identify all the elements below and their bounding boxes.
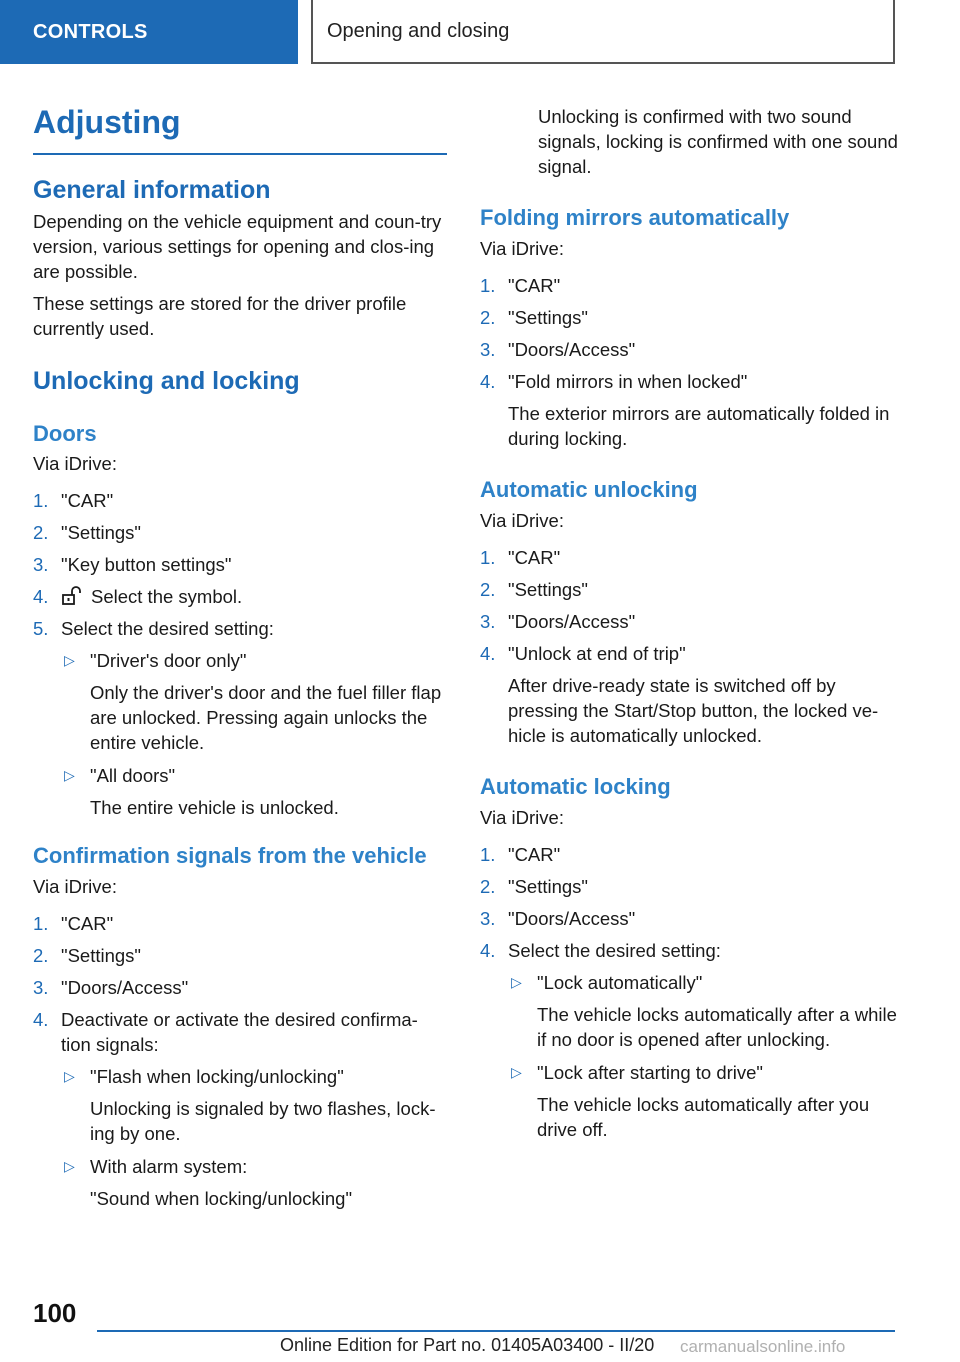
right-column: [480, 104, 900, 1142]
list-item: 2. "Settings": [33, 522, 141, 543]
triangle-right-outline-icon: ▷: [64, 652, 75, 668]
option-item: ▷ With alarm system: "Sound when locking/unlocking": [64, 1156, 353, 1209]
list-item: 2. "Settings": [480, 876, 588, 897]
automatic-unlocking-heading: Automatic unlocking: [480, 477, 698, 502]
list-item: 4. Deactivate or activate the desired confirma‐tion signals: ▷ "Flash when locking/unlocking" Unlocking is signaled by two flashes, lock‐ing by one. ▷ With alarm system: "Sound when locking/unlocking": [33, 1007, 447, 1211]
folding-steps: [480, 273, 900, 451]
confirmation-via: Via iDrive:: [33, 876, 117, 897]
list-item: 1. "CAR": [33, 490, 114, 511]
auto-unlock-steps: [480, 545, 900, 748]
list-item: 4. Select the desired setting: ▷ "Lock automatically" The vehicle locks automatically after a while if no door is opened after unlocking. ▷ "Lock after starting to drive" The vehicle locks automatically after you drive off.: [480, 938, 900, 1142]
list-item: 5. Select the desired setting: ▷ "Driver's door only" Only the driver's door and the fuel filler flap are unlocked. Pressing again unlocks the entire vehicle. ▷ "All doors" The entire vehicle is unlocked.: [33, 616, 447, 820]
option-item: ▷ "Lock automatically" The vehicle locks automatically after a while if no door is opened after unlocking.: [511, 972, 897, 1050]
option-item: ▷ "Lock after starting to drive" The vehicle locks automatically after you drive off.: [511, 1062, 870, 1140]
automatic-locking-heading: Automatic locking: [480, 774, 671, 799]
list-item: 4. Select the symbol.: [33, 586, 243, 607]
section-tab: [0, 0, 298, 64]
triangle-right-outline-icon: ▷: [64, 767, 75, 783]
auto-unlock-via: Via iDrive:: [480, 510, 564, 531]
doors-heading: Doors: [33, 421, 97, 446]
topic-header: [311, 0, 895, 64]
list-item: 3. "Key button settings": [33, 554, 232, 575]
option-item: ▷ "All doors" The entire vehicle is unlocked.: [64, 765, 339, 818]
auto-unlock-description: After drive-ready state is switched off by pressing the Start/Stop button, the locked ve‐hicle is automatically unlocked.: [508, 675, 879, 746]
option-item: ▷ "Flash when locking/unlocking" Unlocking is signaled by two flashes, lock‐ing by one.: [64, 1066, 436, 1144]
list-item: 3. "Doors/Access": [480, 611, 636, 632]
section-label: CONTROLS: [33, 20, 148, 43]
option-item: ▷ "Driver's door only" Only the driver's door and the fuel filler flap are unlocked. Pressing again unlocks the entire vehicle.: [64, 650, 442, 753]
list-item: 2. "Settings": [480, 307, 588, 328]
unlocking-locking-heading: Unlocking and locking: [33, 367, 300, 395]
triangle-right-outline-icon: ▷: [511, 974, 522, 990]
auto-lock-via: Via iDrive:: [480, 807, 564, 828]
confirmation-signals-heading: Confirmation signals from the vehicle: [33, 843, 427, 868]
auto-lock-steps: [480, 842, 900, 1142]
general-info-paragraph-1: Depending on the vehicle equipment and coun‐try version, various settings for opening and clos‐ing are possible.: [33, 211, 442, 282]
watermark: carmanualsonline.info: [680, 1337, 846, 1356]
list-item: 4. "Fold mirrors in when locked" The exterior mirrors are automatically folded in during locking.: [480, 369, 900, 451]
page-number: 100: [33, 1298, 77, 1328]
sound-signal-continuation: Unlocking is confirmed with two sound signals, locking is confirmed with one sound signal.: [538, 106, 898, 177]
topic-label: Opening and closing: [327, 19, 510, 42]
list-item: 1. "CAR": [480, 547, 561, 568]
general-info-heading: General information: [33, 176, 271, 204]
unlocked-padlock-icon: [61, 586, 83, 606]
triangle-right-outline-icon: ▷: [64, 1158, 75, 1174]
doors-steps: [33, 488, 447, 820]
list-item: 1. "CAR": [480, 275, 561, 296]
list-item: 1. "CAR": [33, 913, 114, 934]
triangle-right-outline-icon: ▷: [64, 1068, 75, 1084]
confirmation-steps: [33, 911, 447, 1211]
list-item: 3. "Doors/Access": [33, 977, 189, 998]
list-item: 3. "Doors/Access": [480, 908, 636, 929]
list-item: 4. "Unlock at end of trip" After drive-ready state is switched off by pressing the Start/Stop button, the locked ve‐hicle is automatically unlocked.: [480, 641, 900, 748]
list-item: 2. "Settings": [33, 945, 141, 966]
list-item: 3. "Doors/Access": [480, 339, 636, 360]
folding-mirrors-heading: Folding mirrors automatically: [480, 205, 790, 230]
footer-divider: [97, 1330, 895, 1332]
list-item: 2. "Settings": [480, 579, 588, 600]
page-title: Adjusting: [33, 100, 447, 155]
folding-description: The exterior mirrors are automatically folded in during locking.: [508, 403, 890, 449]
general-info-paragraph-2: These settings are stored for the driver profile currently used.: [33, 293, 407, 339]
left-column: [33, 100, 447, 1211]
list-item: 1. "CAR": [480, 844, 561, 865]
doors-via: Via iDrive:: [33, 453, 117, 474]
folding-via: Via iDrive:: [480, 238, 564, 259]
edition-footer: Online Edition for Part no. 01405A03400 - II/20: [280, 1335, 655, 1355]
triangle-right-outline-icon: ▷: [511, 1064, 522, 1080]
